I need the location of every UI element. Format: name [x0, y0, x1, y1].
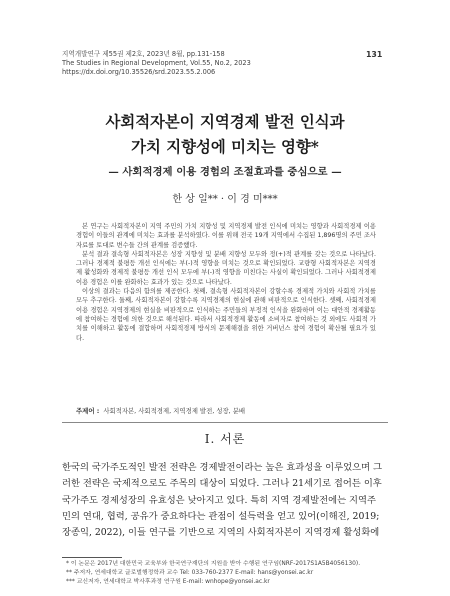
page-number: 131	[366, 50, 383, 59]
keywords	[76, 406, 376, 415]
keywords-text: 사회적자본, 사회적경제, 지역경제 발전, 성장, 분배	[103, 407, 246, 415]
abstract	[76, 222, 376, 343]
abstract-paragraph-2: 분석 결과 결속형 사회적자본은 성장 지향성 및 분배 지향성 모두와 정(+)적 관계를 갖는 것으로 나타났다. 그러나 경제적 불평등 개선 인식에는 부(-)적 영향을 미치는 것으로 확인되었다. 교량형 사회적자본은 지역경제 활성화와 경제적 불평등 개선 인식 모두에 부(-)적 영향을 미친다는 사실이 확인되었다. 그러나 사회적경제 이용 경험은 이를 완화하는 효과가 있는 것으로 나타났다.	[76, 250, 376, 286]
footnotes	[66, 560, 388, 588]
footnote-divider	[62, 557, 122, 558]
footnote-corresponding-author: *** 교신저자, 연세대학교 박사후과정 연구원 E-mail: wnhope@yonsei.ac.kr	[66, 579, 270, 586]
journal-line-korean: 지역개발연구 제55권 제2호, 2023년 8월, pp.131-158	[62, 50, 225, 58]
doi-link[interactable]: https://dx.doi.org/10.35526/srd.2023.55.2.006	[62, 68, 216, 76]
title-line-1: 사회적자본이 지역경제 발전 인식과	[105, 113, 345, 131]
body-text	[62, 460, 388, 541]
section-heading: Ⅰ. 서론	[204, 432, 246, 446]
body-line: 민의 연대, 협력, 공유가 중요하다는 관점이 설득력을 얻고 있어(이해진, 2019;	[62, 510, 380, 522]
keywords-label: 주제어 :	[76, 407, 100, 415]
body-line: 한국의 국가주도적인 발전 전략은 경제발전이라는 높은 효과성을 이루었으며 그	[62, 462, 383, 473]
body-line: 러한 전략은 국제적으로도 주목의 대상이 되었다. 그러나 21세기로 접어든 이후	[62, 478, 382, 490]
footnote-first-author: ** 주저자, 연세대학교 글로벌행정학과 교수 Tel: 033-760-2377 E-mail: hans@yonsei.ac.kr	[66, 570, 314, 577]
journal-info	[62, 50, 322, 77]
subtitle: — 사회적경제 이용 경험의 조절효과를 중심으로 —	[108, 166, 342, 178]
title-block	[62, 110, 388, 181]
footnote-funding: * 이 논문은 2017년 대한민국 교육부와 한국연구재단의 지원을 받아 수행된 연구임(NRF-2017S1A5B4056130).	[66, 561, 361, 567]
journal-line-english: The Studies in Regional Development, Vol.55, No.2, 2023	[62, 59, 251, 67]
authors: 한 상 일** · 이 경 미***	[172, 194, 278, 205]
section-divider	[62, 422, 388, 423]
body-line: 장종익, 2022), 이들 연구를 기반으로 지역의 사회적자본이 지역경제 활성화에	[62, 527, 380, 539]
body-line: 국가주도 경제성장의 유효성은 낮아지고 있다. 특히 지역 경제발전에는 지역주	[62, 494, 376, 506]
abstract-paragraph-3: 이상의 결과는 다음의 함의를 제공한다. 첫째, 결속형 사회적자본이 강할수록 경제적 가치와 사회적 가치를 모두 추구한다. 둘째, 사회적자본이 강할수록 지역경제의 현실에 관해 비판적으로 인식한다. 셋째, 사회적경제 이용 경험은 지역경제의 현실을 비판적으로 인식하는 주민들의 부정적 인식을 완화하며 이는 대안적 경제활동에 참여하는 경험에 의한 것으로 해석된다. 따라서 사회적경제 활동에 소비자로 참여하는 것 외에도 사회적 가치를 이해하고 활동에 결합하며 사회적경제 방식의 문제해결을 위한 거버넌스 참여 경험이 확산될 필요가 있다.	[76, 288, 376, 342]
abstract-paragraph-1: 본 연구는 사회적자본이 지역 주민의 가치 지향성 및 지역경제 발전 인식에 미치는 영향과 사회적경제 이용 경험이 이들의 관계에 미치는 효과를 분석하였다. 이를 위해 전국 19개 지역에서 수집된 1,896명의 주민 조사 자료를 토대로 변수들 간의 관계를 검증했다.	[76, 223, 376, 249]
title-line-2: 가치 지향성에 미치는 영향*	[131, 138, 319, 156]
